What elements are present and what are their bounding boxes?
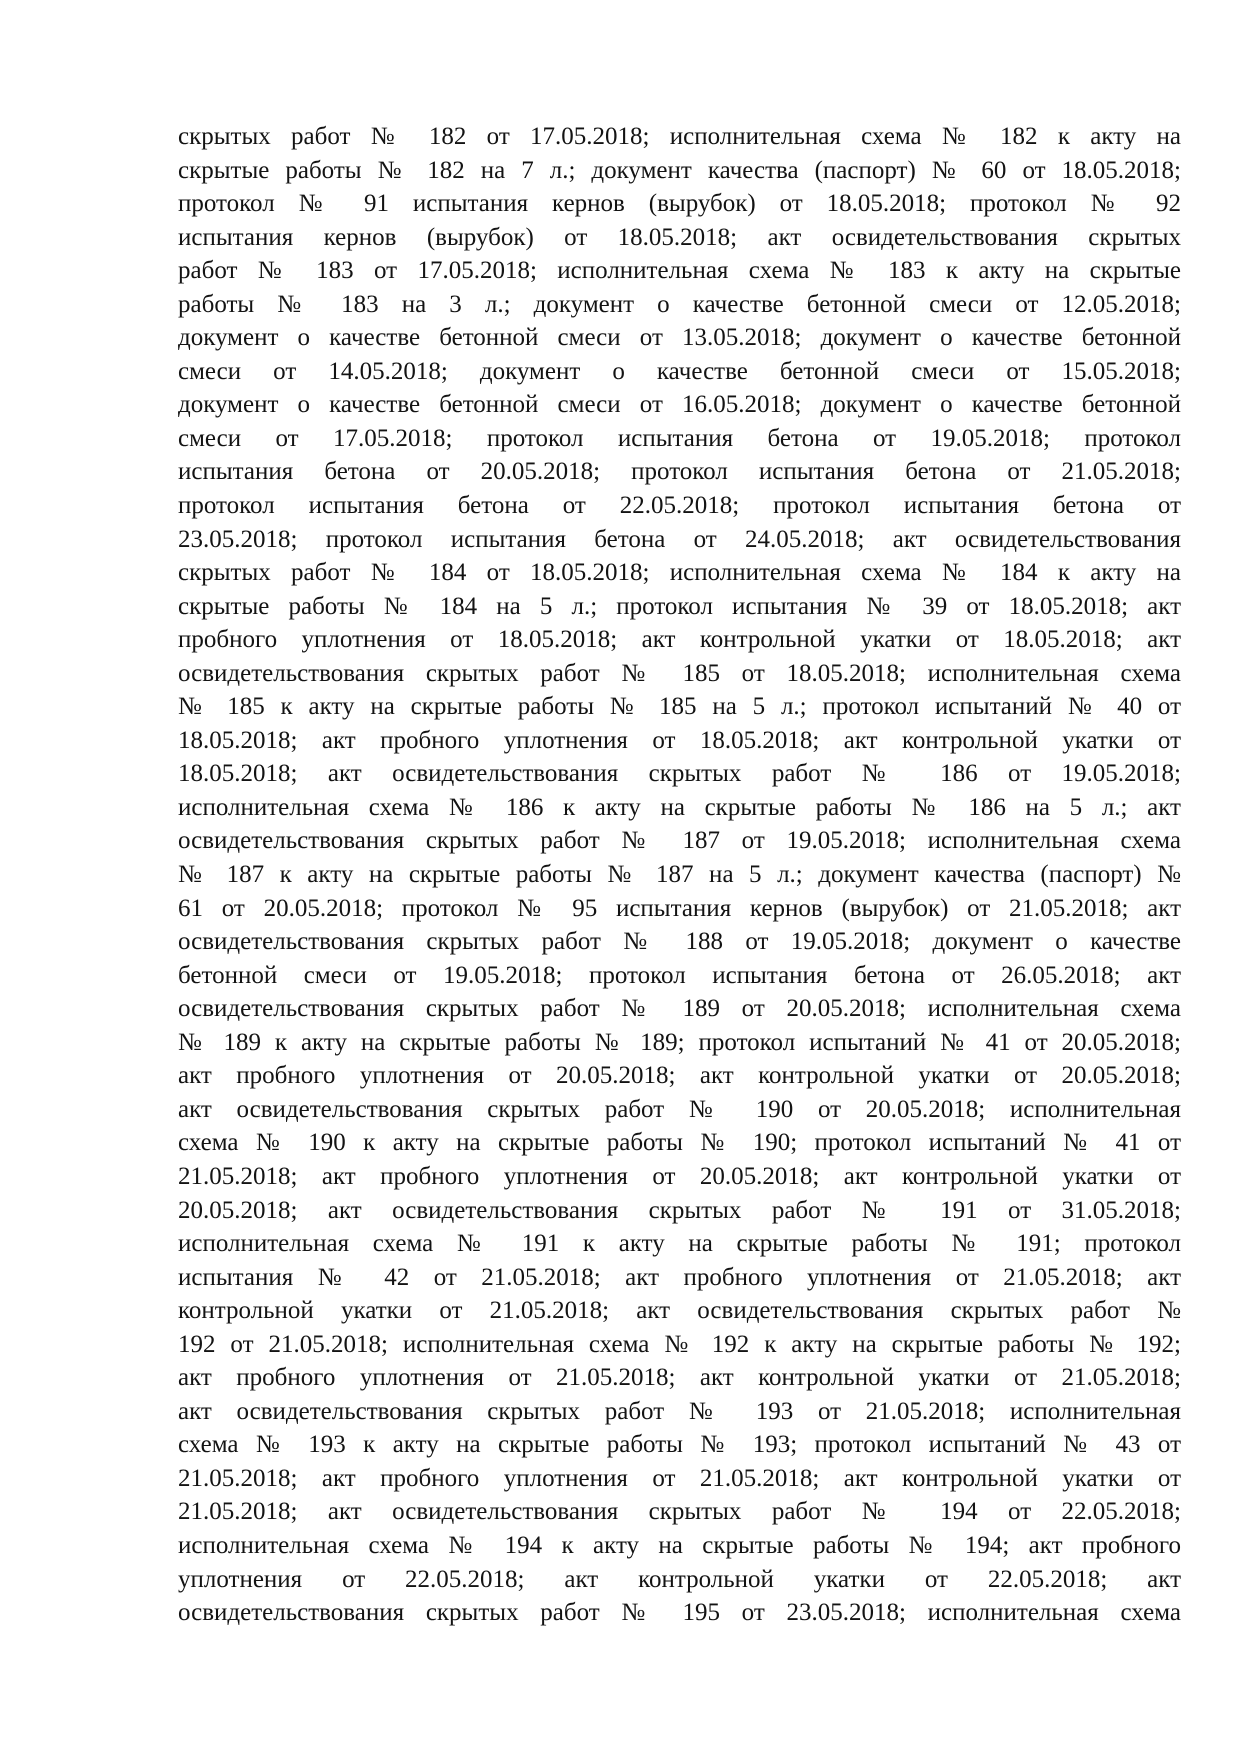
text-line: 21.05.2018; акт пробного уплотнения от 20.05.2018; акт контрольной укатки от bbox=[178, 1162, 1181, 1190]
body-text bbox=[178, 120, 1181, 1630]
text-line: схема № 190 к акту на скрытые работы № 190; протокол испытаний № 41 от bbox=[178, 1129, 1181, 1157]
text-line: 192 от 21.05.2018; исполнительная схема № 192 к акту на скрытые работы № 192; bbox=[178, 1330, 1181, 1358]
text-line: акт освидетельствования скрытых работ № 193 от 21.05.2018; исполнительная bbox=[178, 1397, 1181, 1425]
text-line: исполнительная схема № 186 к акту на скрытые работы № 186 на 5 л.; акт bbox=[178, 793, 1181, 821]
text-line: бетонной смеси от 19.05.2018; протокол испытания бетона от 26.05.2018; акт bbox=[178, 961, 1181, 989]
text-line: скрытые работы № 182 на 7 л.; документ качества (паспорт) № 60 от 18.05.2018; bbox=[178, 156, 1181, 184]
text-line: № 187 к акту на скрытые работы № 187 на 5 л.; документ качества (паспорт) № bbox=[178, 861, 1181, 889]
text-line: освидетельствования скрытых работ № 189 от 20.05.2018; исполнительная схема bbox=[178, 995, 1181, 1023]
text-line: № 189 к акту на скрытые работы № 189; протокол испытаний № 41 от 20.05.2018; bbox=[178, 1028, 1181, 1056]
text-line: документ о качестве бетонной смеси от 16.05.2018; документ о качестве бетонной bbox=[178, 391, 1181, 419]
text-line: схема № 193 к акту на скрытые работы № 193; протокол испытаний № 43 от bbox=[178, 1431, 1181, 1459]
text-line: смеси от 17.05.2018; протокол испытания бетона от 19.05.2018; протокол bbox=[178, 424, 1181, 452]
text-line: скрытых работ № 184 от 18.05.2018; исполнительная схема № 184 к акту на bbox=[178, 559, 1181, 587]
text-line: освидетельствования скрытых работ № 188 от 19.05.2018; документ о качестве bbox=[178, 928, 1181, 956]
text-line: 18.05.2018; акт освидетельствования скрытых работ № 186 от 19.05.2018; bbox=[178, 760, 1181, 788]
text-line: работы № 183 на 3 л.; документ о качестве бетонной смеси от 12.05.2018; bbox=[178, 290, 1181, 318]
text-line: 20.05.2018; акт освидетельствования скрытых работ № 191 от 31.05.2018; bbox=[178, 1196, 1181, 1224]
text-line: скрытые работы № 184 на 5 л.; протокол испытания № 39 от 18.05.2018; акт bbox=[178, 592, 1181, 620]
text-line: испытания бетона от 20.05.2018; протокол испытания бетона от 21.05.2018; bbox=[178, 458, 1181, 486]
text-line: 21.05.2018; акт пробного уплотнения от 21.05.2018; акт контрольной укатки от bbox=[178, 1464, 1181, 1492]
text-line: акт пробного уплотнения от 21.05.2018; акт контрольной укатки от 21.05.2018; bbox=[178, 1364, 1181, 1392]
text-line: 23.05.2018; протокол испытания бетона от 24.05.2018; акт освидетельствования bbox=[178, 525, 1181, 553]
text-line: протокол испытания бетона от 22.05.2018; протокол испытания бетона от bbox=[178, 492, 1181, 520]
text-line: № 185 к акту на скрытые работы № 185 на 5 л.; протокол испытаний № 40 от bbox=[178, 693, 1181, 721]
text-line: пробного уплотнения от 18.05.2018; акт контрольной укатки от 18.05.2018; акт bbox=[178, 626, 1181, 654]
text-line: испытания № 42 от 21.05.2018; акт пробного уплотнения от 21.05.2018; акт bbox=[178, 1263, 1181, 1291]
text-line: работ № 183 от 17.05.2018; исполнительная схема № 183 к акту на скрытые bbox=[178, 257, 1181, 285]
text-line: уплотнения от 22.05.2018; акт контрольной укатки от 22.05.2018; акт bbox=[178, 1565, 1181, 1593]
text-line: испытания кернов (вырубок) от 18.05.2018; акт освидетельствования скрытых bbox=[178, 223, 1181, 251]
text-line: 61 от 20.05.2018; протокол № 95 испытания кернов (вырубок) от 21.05.2018; акт bbox=[178, 894, 1181, 922]
text-line: контрольной укатки от 21.05.2018; акт освидетельствования скрытых работ № bbox=[178, 1297, 1181, 1325]
text-line: освидетельствования скрытых работ № 187 от 19.05.2018; исполнительная схема bbox=[178, 827, 1181, 855]
text-line: акт освидетельствования скрытых работ № 190 от 20.05.2018; исполнительная bbox=[178, 1095, 1181, 1123]
text-line: смеси от 14.05.2018; документ о качестве бетонной смеси от 15.05.2018; bbox=[178, 357, 1181, 385]
text-line: скрытых работ № 182 от 17.05.2018; исполнительная схема № 182 к акту на bbox=[178, 123, 1181, 150]
text-line: 21.05.2018; акт освидетельствования скрытых работ № 194 от 22.05.2018; bbox=[178, 1498, 1181, 1526]
text-line: акт пробного уплотнения от 20.05.2018; акт контрольной укатки от 20.05.2018; bbox=[178, 1062, 1181, 1090]
text-line: исполнительная схема № 194 к акту на скрытые работы № 194; акт пробного bbox=[178, 1531, 1181, 1559]
text-line: 18.05.2018; акт пробного уплотнения от 18.05.2018; акт контрольной укатки от bbox=[178, 726, 1181, 754]
text-line: освидетельствования скрытых работ № 185 от 18.05.2018; исполнительная схема bbox=[178, 659, 1181, 687]
text-line: протокол № 91 испытания кернов (вырубок) от 18.05.2018; протокол № 92 bbox=[178, 190, 1181, 218]
text-line: документ о качестве бетонной смеси от 13.05.2018; документ о качестве бетонной bbox=[178, 324, 1181, 352]
text-line: исполнительная схема № 191 к акту на скрытые работы № 191; протокол bbox=[178, 1230, 1181, 1258]
text-line: освидетельствования скрытых работ № 195 от 23.05.2018; исполнительная схема bbox=[178, 1599, 1181, 1627]
